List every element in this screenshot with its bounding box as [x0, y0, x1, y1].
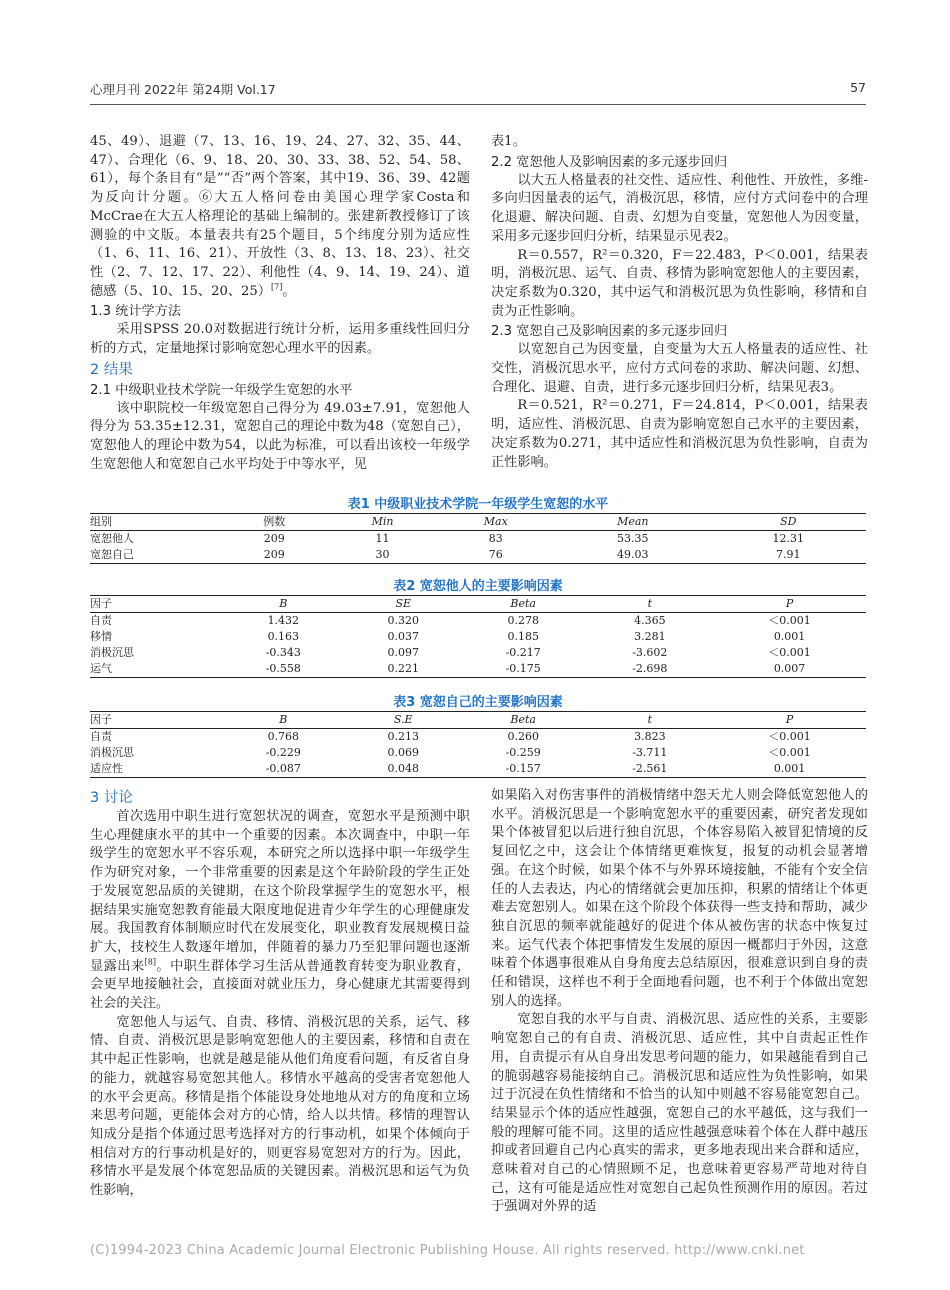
table-cell: -0.217	[505, 646, 541, 660]
table2-title: 表2 宽恕他人的主要影响因素	[393, 579, 563, 594]
table-cell: 消极沉思	[90, 746, 134, 760]
table-cell: ＜0.001	[768, 730, 811, 744]
paragraph-statistics: 采用SPSS 20.0对数据进行统计分析，运用多重线性回归分析的方式，定量地探讨影响宽恕心理水平的因素。	[90, 322, 470, 357]
paragraph-methods-continued: 45、49）、退避（7、13、16、19、24、27、32、35、44、47）、合理化（6、9、18、20、30、33、38、52、54、58、61），每个条目有“是”“否”两个答案，其中19、36、39、42题为反向计分题。⑥大五人格问卷由美国心理学家Costa和McCrae在大五人格理论的基础上编制的。张建新教授修订了该测验的中文版。本量表共有25个题目，5个纬度分别为适应性（1、6、11、16、21）、开放性（3、8、13、18、23）、社交性（2、7、12、17、22）、利他性（4、9、14、19、24）、道德感（5、10、15、20、25）[7]。	[90, 134, 470, 299]
table2-header: Beta	[460, 596, 587, 613]
table-row	[90, 729, 866, 746]
table-cell: -0.175	[460, 661, 587, 678]
table3-header: Beta	[460, 712, 587, 729]
paragraph-results-2-2b: R＝0.557，R²＝0.320，F＝22.483，P＜0.001，结果表明，消极沉思、运气、自责、移情为影响宽恕他人的主要因素，决定系数为0.320，其中运气和消极沉思为负性影响，移情和自责为正性影响。	[491, 247, 868, 319]
table-cell: -0.087	[220, 761, 347, 778]
journal-info: 心理月刊 2022年 第24期 Vol.17	[90, 82, 276, 97]
table-cell: 0.048	[347, 761, 460, 778]
table2-header: t	[587, 596, 714, 613]
table-cell: 0.163	[267, 630, 300, 644]
table3-header: S.E	[347, 712, 460, 729]
table-row	[90, 629, 866, 645]
table-cell: 适应性	[90, 761, 220, 778]
table-row	[90, 547, 866, 564]
table1-header: Min	[329, 514, 437, 531]
table-cell: 自责	[90, 730, 112, 744]
table-cell: 移情	[90, 630, 112, 644]
table1	[90, 513, 866, 564]
table-cell: -3.602	[632, 646, 668, 660]
table-row	[90, 645, 866, 661]
table-row	[90, 661, 866, 678]
table-cell: 12.31	[772, 532, 804, 546]
table3-header: P	[713, 712, 866, 729]
table-cell: 消极沉思	[90, 646, 134, 660]
table-row	[90, 745, 866, 761]
table1-header: SD	[711, 514, 866, 531]
section-heading-2: 2 结果	[90, 361, 133, 378]
table2-header: 因子	[90, 596, 220, 613]
paragraph-results-2-3b: R＝0.521，R²＝0.271，F＝24.814，P＜0.001，结果表明，适应性、消极沉思、自责为影响宽恕自己水平的主要因素，决定系数为0.271，其中适应性和消极沉思为负性影响，自责为正性影响。	[491, 398, 868, 470]
paragraph-discussion-1: 首次选用中职生进行宽恕状况的调查，宽恕水平是预测中职生心理健康水平的其中一个重要的因素。本次调查中，中职一年级学生的宽恕水平不容乐观，本研究之所以选择中职一年级学生作为研究对象，一个非常重要的因素是这个年龄阶段的学生正处于发展宽恕品质的关键期，在这个阶段掌握学生的宽恕水平，根据结果实施宽恕教育能最大限度地促进青少年学生的心理健康发展。我国教育体制顺应时代在发展变化，职业教育发展规模日益扩大，技校生人数逐年增加，伴随着的暴力乃至犯罪问题也逐渐显露出来[8]。中职生群体学习生活从普通教育转变为职业教育，会更早地接触社会，直接面对就业压力，身心健康尤其需要得到社会的关注。	[90, 809, 471, 1012]
table3-header: B	[220, 712, 347, 729]
table-cell: 宽恕他人	[90, 532, 134, 546]
table3-header: t	[587, 712, 714, 729]
paragraph-results-2-2a: 以大五人格量表的社交性、适应性、利他性、开放性，多维-多向归因量表的运气，消极沉思，移情，应付方式问卷中的合理化退避、解决问题、自责、幻想为自变量，宽恕他人为因变量，采用多元逐步回归分析，结果显示见表2。	[491, 172, 868, 244]
table-cell: -0.259	[505, 746, 541, 760]
right-column-bottom	[491, 787, 868, 1217]
table-cell: 209	[263, 532, 285, 546]
paragraph-results-2-3a: 以宽恕自己为因变量，自变量为大五人格量表的适应性、社交性，消极沉思水平，应付方式问卷的求助、解决问题、幻想、合理化、退避、自责，进行多元逐步回归分析，结果见表3。	[491, 342, 868, 395]
paragraph-discussion-3: 宽恕自我的水平与自责、消极沉思、适应性的关系，主要影响宽恕自己的有自责、消极沉思、适应性，其中自责起正性作用，自责提示有从自身出发思考问题的能力，如果越能看到自己的脆弱越容易能接纳自己。消极沉思和适应性为负性影响，如果过于沉浸在负性情绪和不恰当的认知中则越不容易能宽恕自己。结果显示个体的适应性越强，宽恕自己的水平越低，这与我们一般的理解可能不同。这里的适应性越强意味着个体在人群中越压抑或者回避自己内心真实的需求，更多地表现出来合群和适应，意味着对自己的心情照顾不足，也意味着更容易严苛地对待自己，这有可能是适应性对宽恕自己起负性预测作用的原因。若过于强调对外界的适	[491, 1012, 868, 1215]
table-cell: 0.213	[387, 730, 419, 744]
table-row	[90, 613, 866, 630]
table-cell: -2.698	[587, 661, 714, 678]
right-column-top	[491, 133, 868, 472]
table-cell: 11	[375, 532, 390, 546]
table1-header: 例数	[220, 514, 329, 531]
table-cell: 0.097	[387, 646, 419, 660]
table1-title: 表1 中级职业技术学院一年级学生宽恕的水平	[347, 497, 609, 512]
table1-header: 组别	[90, 514, 220, 531]
table-cell: 7.91	[711, 547, 866, 564]
section-heading-2-2: 2.2 宽恕他人及影响因素的多元逐步回归	[491, 154, 728, 170]
left-column-bottom	[90, 787, 470, 1201]
table-row	[90, 761, 866, 778]
table-cell: 0.185	[507, 630, 539, 644]
table1-header: Mean	[555, 514, 710, 531]
table3-header: 因子	[90, 712, 220, 729]
table-cell: 0.001	[713, 761, 866, 778]
citation-7[interactable]: [7]	[271, 282, 283, 292]
section-heading-3: 3 讨论	[90, 790, 133, 806]
paragraph-results-2-1: 该中职院校一年级宽恕自己得分为 49.03±7.91，宽恕他人得分为 53.35±12.31，宽恕自己的理论中数为48（宽恕自己），宽恕他人的理论中数为54，以此为标准，可以看出该校一年级学生宽恕他人和宽恕自己水平均处于中等水平，见	[90, 400, 470, 472]
table-cell: 3.823	[634, 730, 666, 744]
table-cell: 53.35	[617, 532, 649, 546]
citation-8[interactable]: [8]	[144, 957, 156, 967]
table-cell: -3.711	[632, 746, 668, 760]
table-cell: ＜0.001	[768, 614, 811, 628]
table3-title: 表3 宽恕自己的主要影响因素	[393, 695, 563, 710]
table-cell: -0.157	[460, 761, 587, 778]
table-cell: 运气	[90, 661, 220, 678]
table3	[90, 711, 866, 778]
table-cell: 1.432	[267, 614, 300, 628]
table-cell: -0.229	[265, 746, 301, 760]
table-cell: 宽恕自己	[90, 547, 220, 564]
page-number: 57	[850, 80, 866, 95]
table-cell: 0.768	[267, 730, 300, 744]
header-rule	[90, 104, 866, 105]
table-cell: -2.561	[587, 761, 714, 778]
table-cell: -0.343	[265, 646, 301, 660]
table1-header: Max	[437, 514, 556, 531]
table-cell: 自责	[90, 614, 112, 628]
table2-header: B	[220, 596, 347, 613]
section-heading-2-3: 2.3 宽恕自己及影响因素的多元逐步回归	[491, 324, 728, 340]
table2-header: P	[713, 596, 866, 613]
table-cell: -0.558	[220, 661, 347, 678]
paragraph-discussion-continued: 如果陷入对伤害事件的消极情绪中怨天尤人则会降低宽恕他人的水平。消极沉思是一个影响宽恕水平的重要因素，研究者发现如果个体被冒犯以后进行独自沉思，个体容易陷入被冒犯情境的反复回忆之中，这会让个体情绪更难恢复，报复的动机会显著增强。在这个时候，如果个体不与外界环境接触，不能有个安全信任的人去表达，内心的情绪就会更加压抑，积累的情绪让个体更难去宽恕别人。如果在这个阶段个体获得一些支持和帮助，减少独自沉思的频率就能越好的促进个体从被伤害的状态中恢复过来。运气代表个体把事情发生发展的原因一概都归于外因，这意味着个体遇事很难从自身角度去总结原因，很难意识到自身的责任和错误，这样也不利于全面地看问题，也不利于个体做出宽恕别人的选择。	[491, 788, 868, 1009]
table-cell: 0.001	[773, 630, 806, 644]
table-cell: 83	[488, 532, 503, 546]
table-cell: 0.007	[713, 661, 866, 678]
table-cell: 0.278	[507, 614, 539, 628]
table-cell: 0.260	[507, 730, 539, 744]
table-cell: 49.03	[555, 547, 710, 564]
table-cell: 0.069	[387, 746, 419, 760]
section-heading-2-1: 2.1 中级职业技术学院一年级学生宽恕的水平	[90, 382, 353, 398]
section-heading-1-3: 1.3 统计学方法	[90, 304, 182, 320]
table-cell: 76	[437, 547, 556, 564]
table2	[90, 595, 866, 678]
table2-header: SE	[347, 596, 460, 613]
table-cell: 4.365	[634, 614, 666, 628]
table-cell: 0.037	[387, 630, 419, 644]
table-cell: 0.221	[347, 661, 460, 678]
table-cell: 0.320	[387, 614, 419, 628]
left-column-top	[90, 133, 470, 475]
table-cell: ＜0.001	[768, 646, 811, 660]
table-cell: ＜0.001	[768, 746, 811, 760]
table-cell: 3.281	[634, 630, 666, 644]
paragraph-table1-ref: 表1。	[491, 134, 526, 149]
table-row	[90, 531, 866, 548]
copyright-footer: (C)1994-2023 China Academic Journal Electronic Publishing House. All rights reserved. http://www.cnki.net	[90, 1243, 805, 1258]
table-cell: 30	[329, 547, 437, 564]
paragraph-discussion-2: 宽恕他人与运气、自责、移情、消极沉思的关系，运气、移情、自责、消极沉思是影响宽恕他人的主要因素，移情和自责在其中起正性影响，也就是越是能从他们角度看问题，有反省自身的能力，就越容易宽恕其他人。移情水平越高的受害者宽恕他人的水平会更高。移情是指个体能设身处地地从对方的角度和立场来思考问题，更能体会对方的心情，给人以共情。移情的理智认知成分是指个体通过思考选择对方的行事动机，如果个体倾向于相信对方的行事动机是好的，则更容易宽恕对方的行为。因此，移情水平是发展个体宽恕品质的关键因素。消极沉思和运气为负性影响，	[90, 1014, 470, 1199]
table-cell: 209	[220, 547, 329, 564]
